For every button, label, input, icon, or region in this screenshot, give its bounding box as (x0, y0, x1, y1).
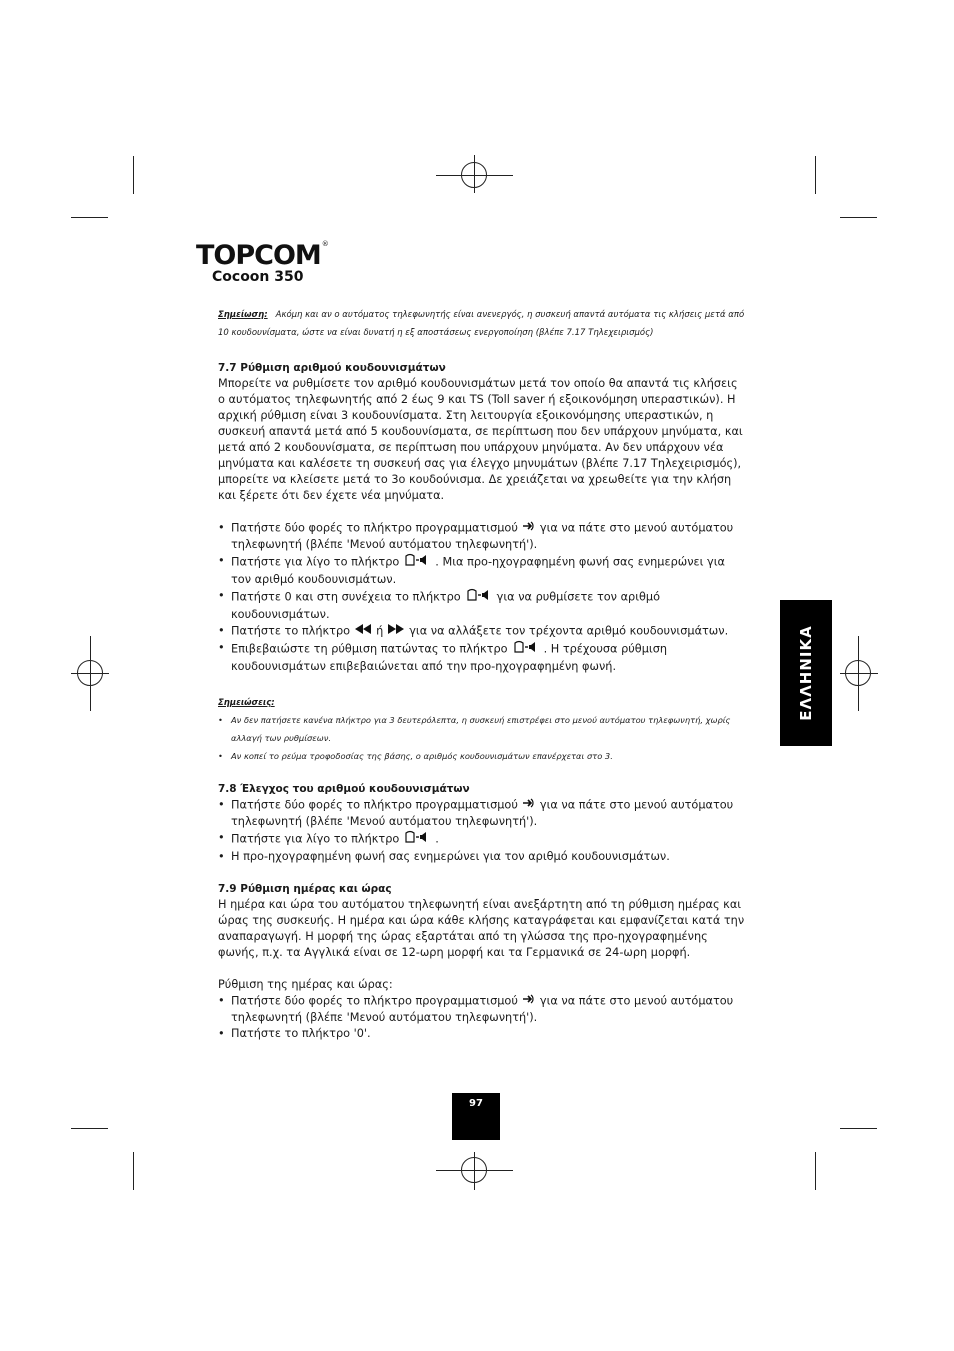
section-paragraph: Μπορείτε να ρυθμίσετε τον αριθμό κουδουνισμάτων μετά τον οποίο θα απαντά τις κλήσεις ο αυτόματος τηλεφωνητής από 2 έως 9 και TS (Toll saver ή εξοικονόμηση υπεραστικών). Η αρχική ρύθμιση είναι 3 κουδουνίσματα. Στη λειτουργία εξοικονόμησης υπεραστικών, η συσκευή απαντά μετά από 5 κουδουνίσματα, σε περίπτωση που δεν υπάρχουν μηνύματα, και μετά από 2 κουδουνίσματα, σε περίπτωση που υπάρχουν μηνύματα. Αν δεν υπάρχουν νέα μηνύματα και καλέσετε τη συσκευή σας για έλεγχο μηνυμάτων (βλέπε 7.17 Τηλεχειρισμός), μπορείτε να κλείσετε μετά το 3ο κουδούνισμα. Δε χρειάζεται να χρεωθείτε για την κλήση και ξέρετε ότι δεν έχετε νέα μηνύματα. (218, 377, 743, 502)
text: Πατήστε δύο φορές το πλήκτρο προγραμματισμού (231, 521, 518, 535)
bell-speaker-icon (465, 588, 493, 607)
crop-mark (815, 1152, 816, 1190)
text: Πατήστε δύο φορές το πλήκτρο προγραμματισμού (231, 798, 518, 812)
crop-mark (71, 1128, 108, 1129)
list-item: • Η προ-ηχογραφημένη φωνή σας ενημερώνει για τον αριθμό κουδουνισμάτων. (218, 849, 748, 865)
list-item (218, 588, 748, 623)
list-item (218, 553, 748, 588)
text: Πατήστε για λίγο το πλήκτρο (231, 832, 400, 846)
crop-mark (840, 1128, 877, 1129)
text: Πατήστε για λίγο το πλήκτρο (231, 555, 400, 569)
text: ή (376, 624, 384, 638)
note-text: Ακόμη και αν ο αυτόματος τηλεφωνητής είναι ανενεργός, η συσκευή απαντά αυτόματα τις κλήσεις μετά από 10 κουδουνίσματα, ώστε να είναι δυνατή η εξ αποστάσεως ενεργοποίηση (βλέπε 7.17 Τηλεχειρισμός) (218, 310, 745, 338)
text: για να ρυθμίσετε τον αριθμό κουδουνισμάτων. (231, 590, 661, 621)
bullet-list (218, 520, 748, 675)
text: . Μια προ-ηχογραφημένη φωνή σας ενημερώνει για τον αριθμό κουδουνισμάτων. (231, 555, 726, 586)
crop-mark (133, 156, 134, 194)
list-item (218, 830, 748, 849)
bullet-list (218, 797, 748, 865)
note-label: Σημείωση: (218, 310, 268, 320)
text: για να πάτε στο μενού αυτόματου τηλεφωνητή (βλέπε 'Μενού αυτόματου τηλεφωνητή'). (231, 798, 734, 828)
section-paragraph: Η ημέρα και ώρα του αυτόματου τηλεφωνητή είναι ανεξάρτητη από τη ρύθμιση ημέρας και ώρας της συσκευής. Η ημέρα και ώρα κάθε κλήσης καταγράφεται και εμφανίζεται κατά την αναπαραγωγή. Η μορφή της ώρας εξαρτάται από τη γλώσσα της προ-ηχογραφημένης φωνής, π.χ. τα Αγγλικά είναι σε 12-ωρη μορφή και τα Γερμανικά σε 24-ωρη μορφή. (218, 898, 745, 959)
bell-speaker-icon (403, 553, 431, 572)
bell-speaker-icon (403, 830, 431, 849)
text: Επιβεβαιώστε τη ρύθμιση πατώντας το πλήκτρο (231, 642, 508, 656)
text: . (435, 832, 439, 846)
text: για να αλλάξετε τον τρέχοντα αριθμό κουδουνισμάτων. (409, 624, 729, 638)
list-item (218, 623, 748, 640)
list-item: • Αν δεν πατήσετε κανένα πλήκτρο για 3 δευτερόλεπτα, η συσκευή επιστρέφει στο μενού αυτόματου τηλεφωνητή, χωρίς αλλαγή των ρυθμίσεων. (218, 711, 748, 747)
text: Πατήστε δύο φορές το πλήκτρο προγραμματισμού (231, 994, 518, 1008)
section-title-7-7: 7.7 Ρύθμιση αριθμού κουδουνισμάτων (218, 362, 446, 374)
registration-circle (461, 162, 487, 188)
list-item (218, 993, 748, 1026)
crop-mark (815, 156, 816, 194)
bullet-list (218, 993, 748, 1042)
page-content (218, 306, 748, 1042)
section-title-7-9: 7.9 Ρύθμιση ημέρας και ώρας (218, 883, 392, 895)
page-number: 97 (469, 1098, 483, 1109)
crop-mark (133, 1152, 134, 1190)
brand-logo (196, 240, 328, 271)
intro-text: Ρύθμιση της ημέρας και ώρας: (218, 978, 393, 991)
crop-mark (840, 217, 877, 218)
notes-title: Σημειώσεις: (218, 698, 275, 708)
forward-icon (387, 623, 405, 640)
language-tab-label: ΕΛΛΗΝΙΚΑ (797, 625, 815, 721)
model-name: Cocoon 350 (212, 269, 304, 285)
registration-circle (77, 660, 103, 686)
crop-mark (71, 217, 108, 218)
program-key-icon (522, 993, 536, 1010)
text: για να πάτε στο μενού αυτόματου τηλεφωνητή (βλέπε 'Μενού αυτόματου τηλεφωνητή'). (231, 994, 734, 1024)
list-item (218, 640, 748, 675)
registered-mark: ® (321, 240, 328, 248)
text: . Η τρέχουσα ρύθμιση κουδουνισμάτων επιβεβαιώνεται από την προ-ηχογραφημένη φωνή. (231, 642, 668, 673)
registration-circle (845, 660, 871, 686)
notes-list (218, 711, 748, 765)
program-key-icon (522, 797, 536, 814)
program-key-icon (522, 520, 536, 537)
brand-name: TOPCOM (196, 240, 321, 271)
page-number-box (452, 1093, 500, 1140)
note (218, 306, 748, 342)
bell-speaker-icon (512, 640, 540, 659)
text: Πατήστε 0 και στη συνέχεια το πλήκτρο (231, 590, 461, 604)
list-item (218, 797, 748, 830)
text: για να πάτε στο μενού αυτόματου τηλεφωνητή (βλέπε 'Μενού αυτόματου τηλεφωνητή'). (231, 521, 734, 551)
section-title-7-8: 7.8 Έλεγχος του αριθμού κουδουνισμάτων (218, 783, 470, 795)
list-item (218, 520, 748, 553)
rewind-icon (354, 623, 372, 640)
list-item: • Αν κοπεί το ρεύμα τροφοδοσίας της βάσης, ο αριθμός κουδουνισμάτων επανέρχεται στο 3. (218, 747, 748, 765)
text: Πατήστε το πλήκτρο (231, 624, 351, 638)
registration-circle (461, 1157, 487, 1183)
language-tab (780, 600, 832, 746)
list-item: • Πατήστε το πλήκτρο '0'. (218, 1026, 748, 1042)
